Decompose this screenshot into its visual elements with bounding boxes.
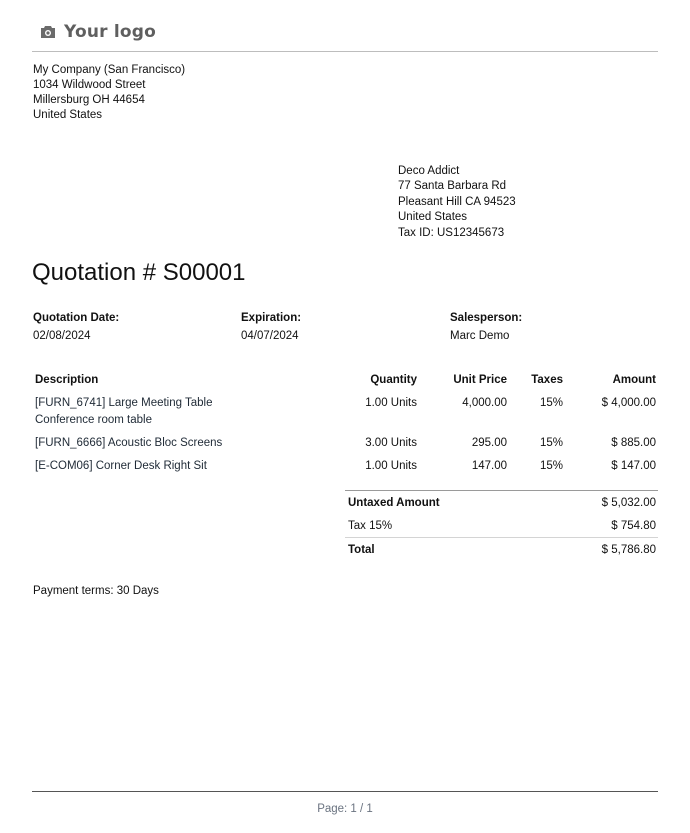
- line-taxes: 15%: [539, 437, 563, 449]
- table-header-row: [33, 370, 658, 390]
- expiration-block: [241, 311, 301, 344]
- quotation-date-label: Quotation Date:: [33, 312, 120, 324]
- expiration-label: Expiration:: [241, 312, 302, 324]
- line-product-note: Conference room table: [35, 414, 152, 426]
- column-header-quantity: Quantity: [370, 374, 417, 386]
- untaxed-amount-label: Untaxed Amount: [345, 491, 539, 515]
- client-name: Deco Addict: [398, 165, 460, 177]
- logo-text: Your logo: [64, 22, 156, 42]
- quotation-date-value: 02/08/2024: [33, 330, 91, 342]
- total-label: Total: [345, 538, 539, 562]
- line-amount: $ 885.00: [611, 437, 656, 449]
- line-unit-price: 295.00: [471, 437, 507, 449]
- line-description: [FURN_6666] Acoustic Bloc Screens: [35, 437, 223, 449]
- company-street: 1034 Wildwood Street: [33, 79, 146, 91]
- client-country: United States: [398, 211, 468, 224]
- page-number: Page: 1 / 1: [317, 803, 373, 815]
- table-row: [33, 430, 658, 453]
- total-value: $ 5,786.80: [539, 538, 658, 562]
- company-name: My Company (San Francisco): [33, 64, 186, 76]
- client-tax-id: Tax ID: US12345673: [398, 226, 505, 239]
- tax-label: Tax 15%: [348, 519, 393, 532]
- line-quantity: 1.00 Units: [365, 397, 417, 409]
- column-header-amount: Amount: [612, 374, 656, 386]
- document-title: Quotation # S00001: [32, 259, 246, 286]
- client-city: Pleasant Hill CA 94523: [398, 195, 516, 208]
- untaxed-amount-row: [345, 491, 658, 515]
- client-address: [398, 164, 516, 241]
- line-taxes: 15%: [539, 397, 563, 409]
- table-row: [33, 453, 658, 476]
- company-country: United States: [33, 109, 103, 121]
- column-header-taxes: Taxes: [531, 374, 563, 386]
- line-amount: $ 147.00: [611, 460, 656, 472]
- header-divider: [32, 51, 658, 52]
- line-quantity: 3.00 Units: [365, 437, 417, 449]
- quotation-date-block: [33, 311, 119, 344]
- footer-divider: [32, 791, 658, 792]
- company-address: [33, 63, 185, 123]
- line-quantity: 1.00 Units: [365, 460, 417, 472]
- totals-table: [345, 490, 658, 561]
- expiration-value: 04/07/2024: [241, 330, 299, 342]
- table-row: [33, 390, 658, 430]
- line-unit-price: 4,000.00: [462, 397, 507, 409]
- order-lines-table: [33, 370, 658, 476]
- company-logo: [40, 20, 156, 44]
- line-taxes: 15%: [539, 460, 563, 472]
- line-unit-price: 147.00: [471, 460, 507, 472]
- payment-terms: Payment terms: 30 Days: [33, 585, 159, 597]
- column-header-description: Description: [35, 374, 99, 386]
- line-description: [E-COM06] Corner Desk Right Sit: [35, 460, 207, 472]
- column-header-unit-price: Unit Price: [453, 374, 507, 386]
- company-city: Millersburg OH 44654: [33, 94, 145, 106]
- salesperson-block: [450, 311, 522, 344]
- line-description: [33, 390, 337, 430]
- untaxed-amount-value: $ 5,032.00: [539, 491, 658, 515]
- client-street: 77 Santa Barbara Rd: [398, 180, 507, 193]
- salesperson-value: Marc Demo: [450, 330, 510, 342]
- camera-icon: [40, 25, 56, 39]
- line-product-name: [FURN_6741] Large Meeting Table: [35, 397, 213, 409]
- line-amount: $ 4,000.00: [601, 397, 656, 409]
- tax-row: [345, 514, 658, 538]
- salesperson-label: Salesperson:: [450, 312, 523, 324]
- tax-value: $ 754.80: [611, 519, 656, 532]
- total-row: [345, 538, 658, 562]
